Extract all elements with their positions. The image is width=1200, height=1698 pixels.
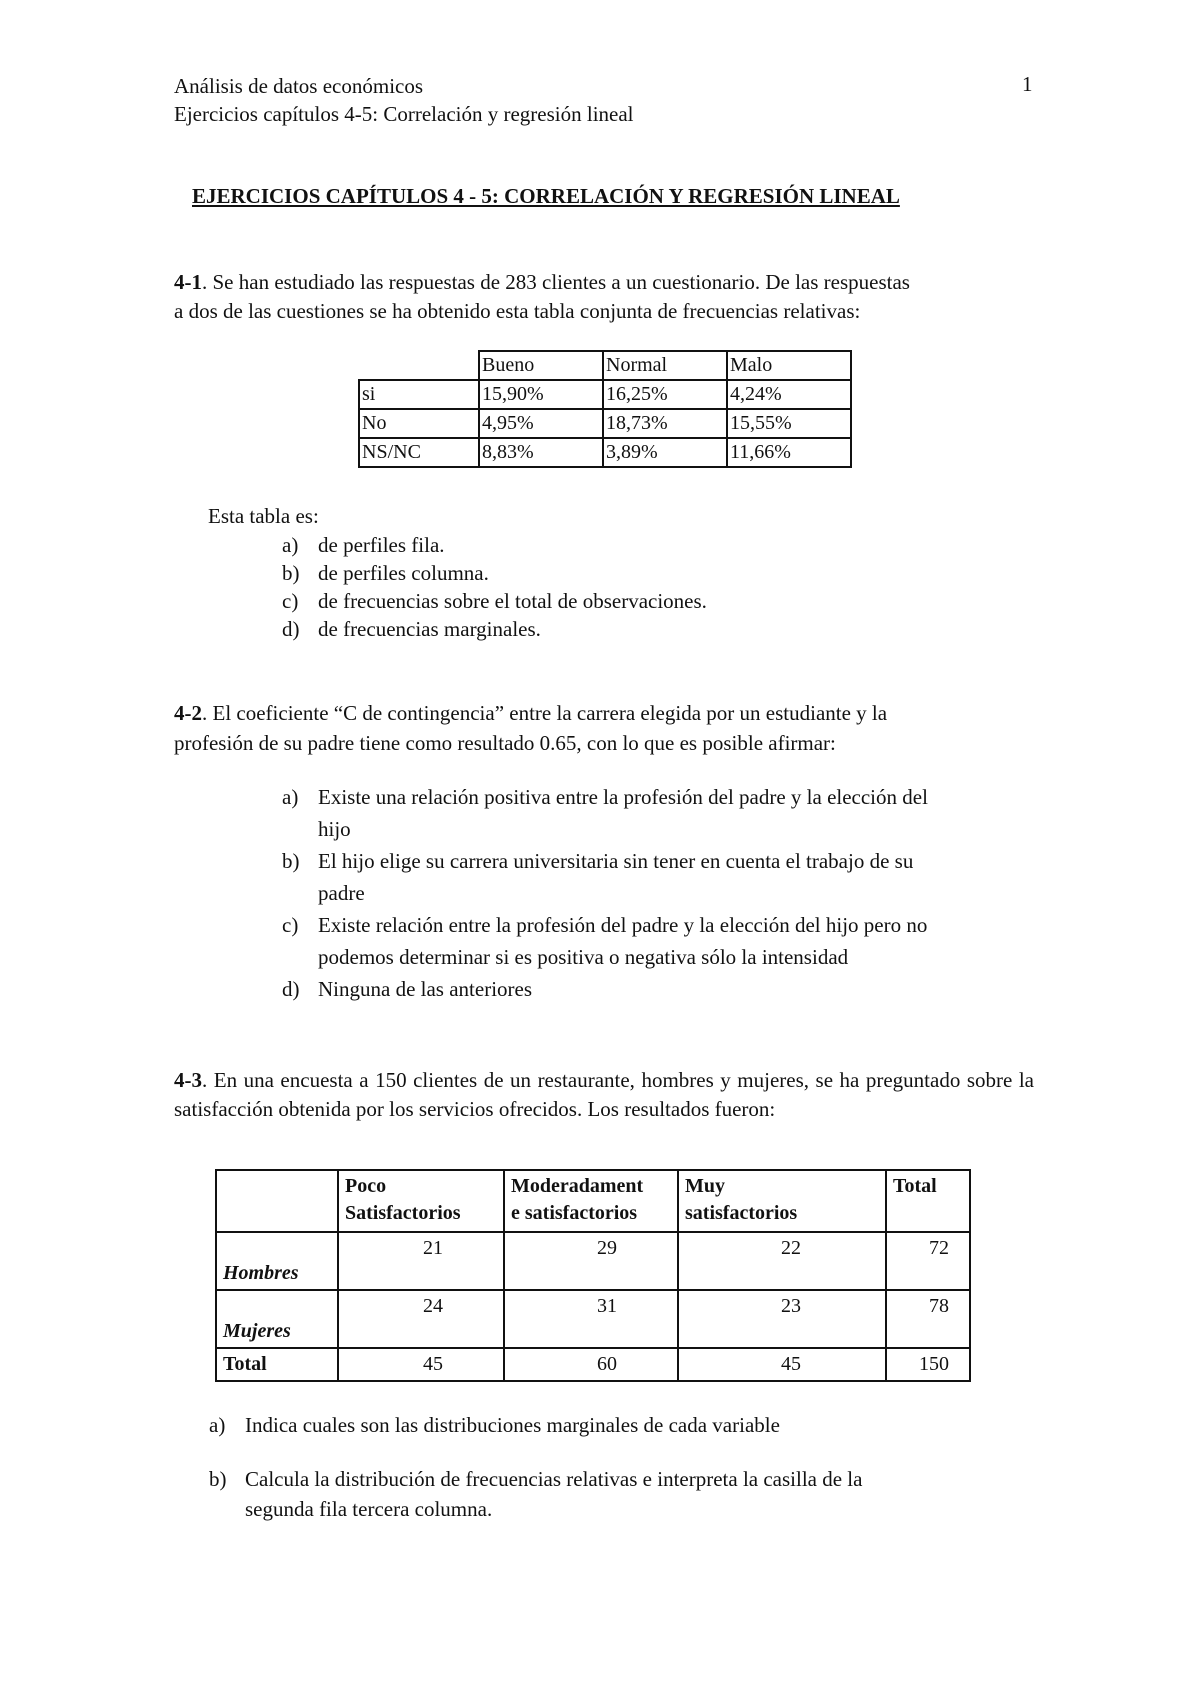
exercise-number: 4-2 <box>174 701 202 725</box>
option-list <box>282 781 928 1005</box>
page-number: 1 <box>1022 72 1033 96</box>
exercise-number: 4-1 <box>174 270 202 294</box>
table-cell: 4,24% <box>727 380 851 409</box>
row-label: Hombres <box>216 1232 338 1290</box>
option-text: de frecuencias marginales. <box>318 617 541 641</box>
option-text: El hijo elige su carrera universitaria sin tener en cuenta el trabajo de su <box>318 849 914 873</box>
table-row <box>359 438 851 467</box>
running-header-subtitle: Ejercicios capítulos 4-5: Correlación y regresión lineal <box>174 102 634 126</box>
table-cell: 29 <box>504 1232 678 1290</box>
table-header-row <box>359 351 851 380</box>
table-cell: 23 <box>678 1290 886 1348</box>
option-text: de perfiles fila. <box>318 533 445 557</box>
exercise-4-1-text <box>174 268 910 296</box>
option-item <box>282 845 928 877</box>
exercise-text-line: . El coeficiente “C de contingencia” entre la carrera elegida por un estudiante y la <box>202 701 888 725</box>
frequency-table <box>358 350 852 468</box>
option-label: b) <box>282 561 300 585</box>
option-item <box>318 813 928 845</box>
option-item <box>282 781 928 813</box>
table-cell: 60 <box>504 1348 678 1381</box>
exercise-text-line: . Se han estudiado las respuestas de 283 clientes a un cuestionario. De las respuestas <box>202 270 910 294</box>
column-header: Muy satisfactorios <box>678 1170 886 1232</box>
option-label: c) <box>282 913 299 937</box>
option-text: Ninguna de las anteriores <box>318 977 533 1001</box>
option-item <box>282 615 707 643</box>
column-header: Poco Satisfactorios <box>338 1170 504 1232</box>
row-label: si <box>359 380 479 409</box>
option-text: de frecuencias sobre el total de observaciones. <box>318 589 707 613</box>
exercise-text-line: profesión de su padre tiene como resultado 0.65, con lo que es posible afirmar: <box>174 731 836 755</box>
option-item <box>209 1464 863 1494</box>
table-cell: 150 <box>886 1348 970 1381</box>
option-list <box>209 1410 863 1524</box>
option-label: c) <box>282 589 299 613</box>
option-label: b) <box>282 849 300 873</box>
option-label: b) <box>209 1467 227 1491</box>
table-cell: 15,90% <box>479 380 603 409</box>
table-total-row <box>216 1348 970 1381</box>
page-title: EJERCICIOS CAPÍTULOS 4 - 5: CORRELACIÓN Y REGRESIÓN LINEAL <box>192 184 900 208</box>
exercise-text: . En una encuesta a 150 clientes de un restaurante, hombres y mujeres, se ha preguntado sobre la satisfacción obtenida por los servicios ofrecidos. Los resultados fueron: <box>174 1068 1034 1121</box>
table-cell: 4,95% <box>479 409 603 438</box>
table-cell: 45 <box>678 1348 886 1381</box>
satisfaction-table <box>215 1169 971 1382</box>
option-item <box>209 1410 862 1440</box>
table-row <box>216 1232 970 1290</box>
option-label: a) <box>282 533 299 557</box>
option-item <box>282 531 707 559</box>
row-label: Total <box>216 1348 338 1381</box>
table-row <box>359 409 851 438</box>
running-header-course: Análisis de datos económicos <box>174 74 424 98</box>
table-cell: 3,89% <box>603 438 727 467</box>
table-cell: 45 <box>338 1348 504 1381</box>
exercise-4-2-text <box>174 699 887 727</box>
table-header-row <box>216 1170 970 1232</box>
option-item <box>282 973 928 1005</box>
table-cell: 72 <box>886 1232 970 1290</box>
option-item <box>245 1494 862 1524</box>
option-item <box>318 877 928 909</box>
option-label: a) <box>209 1413 226 1437</box>
row-label: Mujeres <box>216 1290 338 1348</box>
option-text: Existe una relación positiva entre la profesión del padre y la elección del <box>318 785 928 809</box>
option-item <box>282 559 707 587</box>
table-cell: 15,55% <box>727 409 851 438</box>
column-header: Moderadament e satisfactorios <box>504 1170 678 1232</box>
table-cell: 18,73% <box>603 409 727 438</box>
table-cell: 22 <box>678 1232 886 1290</box>
table-cell: 21 <box>338 1232 504 1290</box>
row-label: No <box>359 409 479 438</box>
option-label: d) <box>282 617 300 641</box>
option-list <box>282 531 707 643</box>
option-text: Existe relación entre la profesión del padre y la elección del hijo pero no <box>318 913 928 937</box>
table-cell: 11,66% <box>727 438 851 467</box>
option-text: segunda fila tercera columna. <box>245 1497 493 1521</box>
option-text: Calcula la distribución de frecuencias relativas e interpreta la casilla de la <box>245 1467 863 1491</box>
table-cell: 24 <box>338 1290 504 1348</box>
column-header: Normal <box>603 351 727 380</box>
option-text: Indica cuales son las distribuciones marginales de cada variable <box>245 1413 780 1437</box>
table-cell: 16,25% <box>603 380 727 409</box>
table-row <box>216 1290 970 1348</box>
option-text: padre <box>318 881 365 905</box>
table-row <box>359 380 851 409</box>
column-header: Bueno <box>479 351 603 380</box>
exercise-text-line: a dos de las cuestiones se ha obtenido esta tabla conjunta de frecuencias relativas: <box>174 299 861 323</box>
option-item <box>318 941 928 973</box>
option-label: d) <box>282 977 300 1001</box>
question-text: Esta tabla es: <box>208 504 319 528</box>
option-text: de perfiles columna. <box>318 561 489 585</box>
column-header: Malo <box>727 351 851 380</box>
table-cell: 78 <box>886 1290 970 1348</box>
option-item <box>282 909 928 941</box>
table-cell: 8,83% <box>479 438 603 467</box>
option-item <box>282 587 707 615</box>
table-cell: 31 <box>504 1290 678 1348</box>
exercise-4-3-text <box>174 1066 1034 1124</box>
exercise-number: 4-3 <box>174 1068 202 1092</box>
row-label: NS/NC <box>359 438 479 467</box>
option-text: podemos determinar si es positiva o negativa sólo la intensidad <box>318 945 849 969</box>
option-text: hijo <box>318 817 351 841</box>
option-label: a) <box>282 785 299 809</box>
column-header: Total <box>886 1170 970 1232</box>
